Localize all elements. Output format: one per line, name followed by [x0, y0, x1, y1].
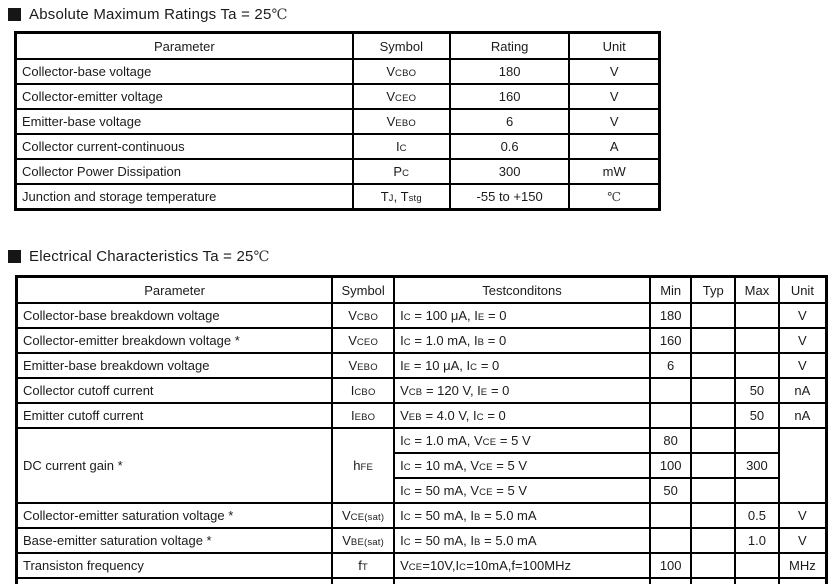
cell-min: 6	[650, 353, 692, 378]
cell-testconditions: VEB = 4.0 V, IC = 0	[394, 403, 650, 428]
section-marker-icon	[8, 250, 21, 263]
cell-symbol: IC	[353, 134, 450, 159]
cell-min: 160	[650, 328, 692, 353]
cell-parameter: Collector-emitter saturation voltage *	[17, 503, 333, 528]
cell-symbol: VCBO	[353, 59, 450, 84]
cell-unit: mW	[569, 159, 659, 184]
cell-min: 50	[650, 478, 692, 503]
cell-parameter: Collector-base breakdown voltage	[17, 303, 333, 328]
cell-symbol: VEBO	[353, 109, 450, 134]
cell-parameter: Emitter-base voltage	[16, 109, 353, 134]
cell-empty	[691, 578, 735, 584]
table-row	[17, 528, 827, 553]
cell-min: 80	[650, 428, 692, 453]
cell-typ	[691, 503, 735, 528]
cell-empty	[332, 578, 394, 584]
cell-parameter: Collector-emitter voltage	[16, 84, 353, 109]
cell-parameter: Junction and storage temperature	[16, 184, 353, 210]
table-row-clipped	[17, 578, 827, 584]
column-header-min: Min	[650, 277, 692, 304]
cell-rating: 0.6	[450, 134, 569, 159]
cell-min	[650, 503, 692, 528]
cell-unit	[779, 428, 827, 503]
cell-testconditions: VCE=10V,IC=10mA,f=100MHz	[394, 553, 650, 578]
cell-unit: V	[569, 84, 659, 109]
cell-unit: V	[779, 528, 827, 553]
section-title-text: Electrical Characteristics Ta = 25℃	[29, 248, 270, 265]
cell-empty	[735, 578, 779, 584]
cell-symbol: PC	[353, 159, 450, 184]
column-header-parameter: Parameter	[17, 277, 333, 304]
cell-parameter: Collector cutoff current	[17, 378, 333, 403]
cell-typ	[691, 303, 735, 328]
table-row-hfe	[17, 428, 827, 453]
cell-unit: MHz	[779, 553, 827, 578]
cell-rating: 160	[450, 84, 569, 109]
cell-parameter: Collector-emitter breakdown voltage *	[17, 328, 333, 353]
section-title-electrical-characteristics	[8, 248, 270, 265]
cell-typ	[691, 528, 735, 553]
cell-unit: A	[569, 134, 659, 159]
cell-max	[735, 303, 779, 328]
table-row	[17, 328, 827, 353]
table-header-row	[17, 277, 827, 304]
table-row	[17, 378, 827, 403]
cell-testconditions: IC = 50 mA, IB = 5.0 mA	[394, 528, 650, 553]
table-row	[17, 553, 827, 578]
cell-typ	[691, 353, 735, 378]
cell-symbol: fT	[332, 553, 394, 578]
cell-unit: nA	[779, 403, 827, 428]
cell-testconditions: VCB = 120 V, IE = 0	[394, 378, 650, 403]
cell-testconditions: IC = 1.0 mA, VCE = 5 V	[394, 428, 650, 453]
cell-empty	[779, 578, 827, 584]
cell-typ	[691, 478, 735, 503]
column-header-unit: Unit	[779, 277, 827, 304]
table-row	[16, 84, 660, 109]
cell-max: 1.0	[735, 528, 779, 553]
cell-min: 100	[650, 453, 692, 478]
column-header-rating: Rating	[450, 33, 569, 60]
cell-testconditions: IE = 10 μA, IC = 0	[394, 353, 650, 378]
cell-unit: V	[779, 303, 827, 328]
cell-parameter: Emitter-base breakdown voltage	[17, 353, 333, 378]
cell-parameter: Transiston frequency	[17, 553, 333, 578]
table-header-row	[16, 33, 660, 60]
cell-rating: 300	[450, 159, 569, 184]
column-header-testconditions: Testconditons	[394, 277, 650, 304]
cell-symbol: VBE(sat)	[332, 528, 394, 553]
cell-parameter: Collector current-continuous	[16, 134, 353, 159]
cell-max	[735, 553, 779, 578]
cell-typ	[691, 428, 735, 453]
section-marker-icon	[8, 8, 21, 21]
cell-max: 50	[735, 378, 779, 403]
cell-max	[735, 353, 779, 378]
cell-empty	[17, 578, 333, 584]
cell-parameter: DC current gain *	[17, 428, 333, 503]
cell-typ	[691, 453, 735, 478]
cell-symbol: VCE(sat)	[332, 503, 394, 528]
cell-min	[650, 403, 692, 428]
table-row	[17, 403, 827, 428]
cell-unit: V	[779, 503, 827, 528]
table-row	[16, 134, 660, 159]
table-row	[16, 109, 660, 134]
absolute-maximum-ratings-table	[14, 31, 661, 211]
cell-testconditions: IC = 10 mA, VCE = 5 V	[394, 453, 650, 478]
table-row	[16, 159, 660, 184]
cell-symbol: hFE	[332, 428, 394, 503]
cell-symbol: TJ, Tstg	[353, 184, 450, 210]
cell-max	[735, 428, 779, 453]
cell-min: 180	[650, 303, 692, 328]
column-header-symbol: Symbol	[332, 277, 394, 304]
cell-empty	[394, 578, 650, 584]
cell-unit: V	[779, 353, 827, 378]
section-title-text: Absolute Maximum Ratings Ta = 25℃	[29, 6, 288, 23]
cell-unit: V	[569, 59, 659, 84]
column-header-max: Max	[735, 277, 779, 304]
cell-rating: 6	[450, 109, 569, 134]
cell-min	[650, 378, 692, 403]
cell-parameter: Collector-base voltage	[16, 59, 353, 84]
cell-max	[735, 478, 779, 503]
cell-rating: 180	[450, 59, 569, 84]
cell-testconditions: IC = 100 μA, IE = 0	[394, 303, 650, 328]
cell-unit: V	[569, 109, 659, 134]
cell-testconditions: IC = 1.0 mA, IB = 0	[394, 328, 650, 353]
cell-parameter: Collector Power Dissipation	[16, 159, 353, 184]
cell-symbol: IEBO	[332, 403, 394, 428]
table-row	[16, 184, 660, 210]
cell-symbol: ICBO	[332, 378, 394, 403]
cell-min: 100	[650, 553, 692, 578]
cell-testconditions: IC = 50 mA, IB = 5.0 mA	[394, 503, 650, 528]
cell-unit: V	[779, 328, 827, 353]
cell-unit: nA	[779, 378, 827, 403]
column-header-symbol: Symbol	[353, 33, 450, 60]
cell-empty	[650, 578, 692, 584]
cell-testconditions: IC = 50 mA, VCE = 5 V	[394, 478, 650, 503]
cell-max: 50	[735, 403, 779, 428]
cell-max	[735, 328, 779, 353]
cell-typ	[691, 553, 735, 578]
column-header-typ: Typ	[691, 277, 735, 304]
cell-typ	[691, 328, 735, 353]
table-row	[16, 59, 660, 84]
column-header-parameter: Parameter	[16, 33, 353, 60]
table-row	[17, 503, 827, 528]
cell-rating: -55 to +150	[450, 184, 569, 210]
cell-unit: ℃	[569, 184, 659, 210]
cell-parameter: Base-emitter saturation voltage *	[17, 528, 333, 553]
table-row	[17, 353, 827, 378]
table-row	[17, 303, 827, 328]
cell-parameter: Emitter cutoff current	[17, 403, 333, 428]
cell-symbol: VCEO	[353, 84, 450, 109]
cell-typ	[691, 403, 735, 428]
cell-symbol: VCEO	[332, 328, 394, 353]
cell-typ	[691, 378, 735, 403]
cell-min	[650, 528, 692, 553]
cell-symbol: VCBO	[332, 303, 394, 328]
cell-max: 300	[735, 453, 779, 478]
cell-max: 0.5	[735, 503, 779, 528]
cell-symbol: VEBO	[332, 353, 394, 378]
section-title-absolute-maximum-ratings	[8, 6, 288, 23]
column-header-unit: Unit	[569, 33, 659, 60]
electrical-characteristics-table	[15, 275, 828, 584]
